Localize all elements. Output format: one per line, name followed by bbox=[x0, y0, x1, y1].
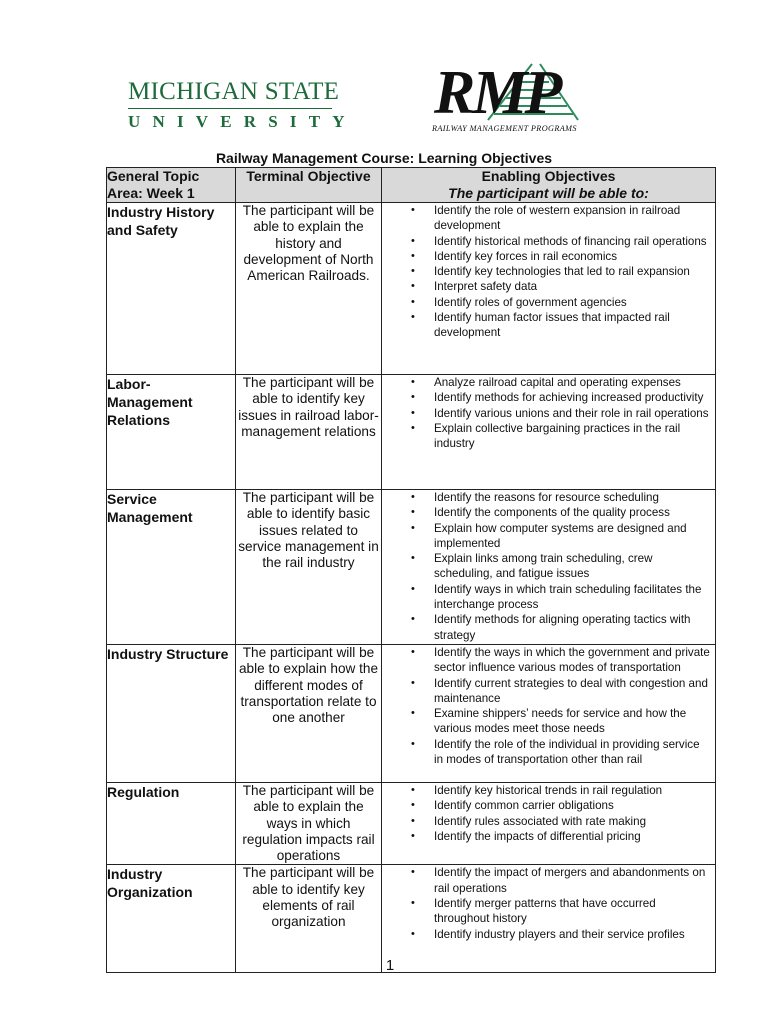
list-item: • Identify the ways in which the government and private sector influence various modes of transportation bbox=[382, 645, 715, 676]
header-enabling-objectives-label: Enabling Objectives bbox=[481, 168, 616, 184]
page-number: 1 bbox=[385, 957, 395, 974]
msu-logo-line2: UNIVERSITY bbox=[128, 112, 357, 131]
list-item: • Identify human factor issues that impacted rail development bbox=[382, 310, 715, 341]
list-item: • Identify the role of the individual in providing service in modes of transportation other than rail bbox=[382, 737, 715, 768]
list-item: • Identify key forces in rail economics bbox=[382, 249, 715, 264]
list-item: • Analyze railroad capital and operating expenses bbox=[382, 375, 715, 390]
enabling-objectives-cell bbox=[382, 203, 716, 375]
list-item: • Identify industry players and their service profiles bbox=[382, 927, 715, 942]
document-title: Railway Management Course: Learning Objectives bbox=[215, 150, 553, 166]
topic-cell: Industry History and Safety bbox=[107, 203, 236, 375]
table-row bbox=[107, 375, 716, 490]
list-item: • Identify various unions and their role in rail operations bbox=[382, 406, 715, 421]
enabling-objectives-cell bbox=[382, 645, 716, 783]
enabling-objectives-list bbox=[382, 490, 715, 643]
header-general-topic: General Topic Area: Week 1 bbox=[107, 168, 236, 203]
list-item: • Explain collective bargaining practices in the rail industry bbox=[382, 421, 715, 452]
enabling-objectives-cell bbox=[382, 783, 716, 865]
header-terminal-objective-label: Terminal Objective bbox=[246, 168, 371, 184]
table-header-row bbox=[107, 168, 716, 203]
enabling-objectives-list bbox=[382, 203, 715, 341]
rmp-logo-subtitle: RAILWAY MANAGEMENT PROGRAMS bbox=[432, 124, 577, 133]
list-item: • Identify rules associated with rate making bbox=[382, 814, 715, 829]
enabling-objectives-cell bbox=[382, 375, 716, 490]
list-item: • Identify methods for achieving increased productivity bbox=[382, 390, 715, 405]
table-row bbox=[107, 783, 716, 865]
list-item: • Identify historical methods of financing rail operations bbox=[382, 234, 715, 249]
terminal-objective-cell: The participant will be able to explain the ways in which regulation impacts rail operations bbox=[236, 783, 382, 865]
objectives-table bbox=[106, 167, 716, 973]
enabling-objectives-list bbox=[382, 865, 715, 941]
terminal-objective-cell: The participant will be able to explain how the different modes of transportation relate to one another bbox=[236, 645, 382, 783]
enabling-objectives-list bbox=[382, 645, 715, 767]
rmp-logo bbox=[428, 58, 628, 142]
terminal-objective-cell: The participant will be able to explain the history and development of North American Railroads. bbox=[236, 203, 382, 375]
terminal-objective-cell: The participant will be able to identify key elements of rail organization bbox=[236, 865, 382, 973]
topic-cell: Industry Structure bbox=[107, 645, 236, 783]
rmp-logo-text: RMP bbox=[434, 59, 560, 127]
header-enabling-objectives bbox=[382, 168, 716, 203]
list-item: • Identify roles of government agencies bbox=[382, 295, 715, 310]
list-item: • Identify key historical trends in rail regulation bbox=[382, 783, 715, 798]
msu-logo-rule bbox=[128, 108, 332, 109]
list-item: • Identify merger patterns that have occurred throughout history bbox=[382, 896, 715, 927]
list-item: • Interpret safety data bbox=[382, 279, 715, 294]
enabling-objectives-cell bbox=[382, 490, 716, 645]
list-item: • Identify the components of the quality process bbox=[382, 505, 715, 520]
list-item: • Identify ways in which train scheduling facilitates the interchange process bbox=[382, 582, 715, 613]
topic-cell: Industry Organization bbox=[107, 865, 236, 973]
list-item: • Identify current strategies to deal with congestion and maintenance bbox=[382, 676, 715, 707]
header-terminal-objective bbox=[236, 168, 382, 203]
table-row bbox=[107, 645, 716, 783]
list-item: • Identify common carrier obligations bbox=[382, 798, 715, 813]
list-item: • Examine shippers’ needs for service and how the various modes meet those needs bbox=[382, 706, 715, 737]
list-item: • Identify methods for aligning operating tactics with strategy bbox=[382, 612, 715, 643]
topic-cell: Regulation bbox=[107, 783, 236, 865]
terminal-objective-cell: The participant will be able to identify key issues in railroad labor-management relations bbox=[236, 375, 382, 490]
list-item: • Identify key technologies that led to rail expansion bbox=[382, 264, 715, 279]
table-row bbox=[107, 490, 716, 645]
header-enabling-subtitle: The participant will be able to: bbox=[448, 185, 649, 201]
enabling-objectives-list bbox=[382, 375, 715, 451]
list-item: • Identify the role of western expansion in railroad development bbox=[382, 203, 715, 234]
list-item: • Identify the impact of mergers and abandonments on rail operations bbox=[382, 865, 715, 896]
msu-logo bbox=[128, 78, 357, 132]
terminal-objective-cell: The participant will be able to identify basic issues related to service management in the rail industry bbox=[236, 490, 382, 645]
topic-cell: Service Management bbox=[107, 490, 236, 645]
enabling-objectives-list bbox=[382, 783, 715, 844]
list-item: • Identify the impacts of differential pricing bbox=[382, 829, 715, 844]
msu-logo-line1: MICHIGAN STATE bbox=[128, 78, 340, 105]
table-row bbox=[107, 203, 716, 375]
list-item: • Explain how computer systems are designed and implemented bbox=[382, 521, 715, 552]
logo-header bbox=[0, 0, 768, 145]
list-item: • Explain links among train scheduling, crew scheduling, and fatigue issues bbox=[382, 551, 715, 582]
list-item: • Identify the reasons for resource scheduling bbox=[382, 490, 715, 505]
topic-cell: Labor-Management Relations bbox=[107, 375, 236, 490]
